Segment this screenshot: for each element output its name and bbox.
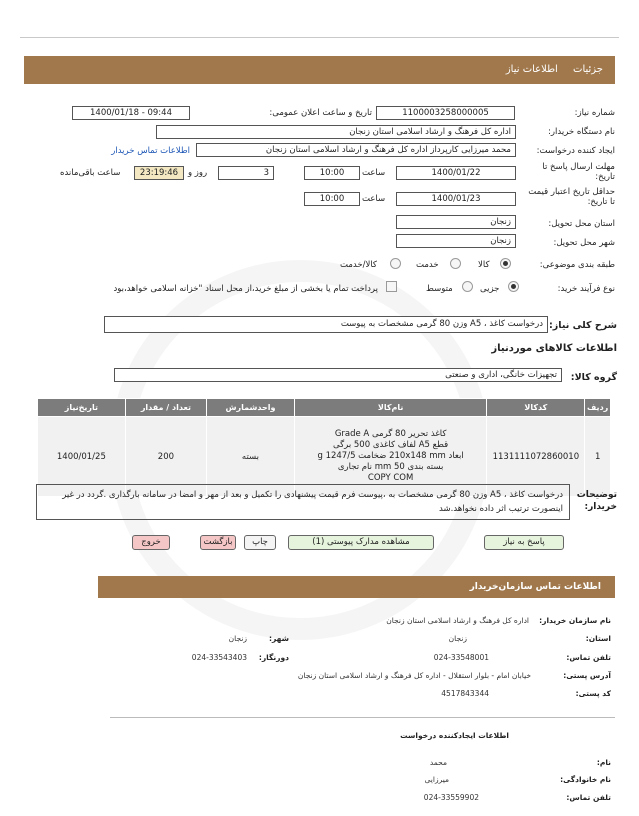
deadline-time-label: ساعت xyxy=(362,168,386,178)
city-field[interactable]: زنجان xyxy=(396,234,516,248)
table-header-row xyxy=(38,399,611,417)
top-divider xyxy=(20,37,619,38)
contact-province-label: استان: xyxy=(585,634,611,643)
category-service-label: خدمت xyxy=(416,260,439,270)
contact-city-label: شهر: xyxy=(269,634,289,643)
payment-checkbox[interactable] xyxy=(386,281,397,292)
category-goods-radio[interactable] xyxy=(500,258,511,269)
buyer-notes-field[interactable]: درخواست کاغذ ، A5 وزن 80 گرمی مشخصات به ،پیوست فرم قیمت پیشنهادی را تکمیل و بعد از مهر و امضا در سامانه بارگذاری .گردد در غیر اینصورت ترتیب اثر داده نخواهد.شد xyxy=(36,484,570,520)
cell-name-line: ابعاد 210x148 mm ضخامت 1247/5 g xyxy=(317,451,464,461)
phone-value: 024-33548001 xyxy=(433,653,489,662)
announce-field[interactable]: 1400/01/18 - 09:44 xyxy=(72,106,190,120)
cell-code: 1131111072860010 xyxy=(487,417,585,497)
process-label: نوع فرآیند خرید: xyxy=(557,284,615,294)
validity-time-field[interactable]: 10:00 xyxy=(304,192,360,206)
cell-name-line: بسته بندی 50 mm نام تجاری xyxy=(337,462,444,472)
days-field[interactable]: 3 xyxy=(218,166,274,180)
page-header xyxy=(24,56,615,84)
summary-label: شرح کلی نیاز: xyxy=(548,320,617,331)
fax-label: دورنگار: xyxy=(258,653,289,662)
deadline-date-field[interactable]: 1400/01/22 xyxy=(396,166,516,180)
cell-index: 1 xyxy=(585,417,611,497)
print-button[interactable]: چاپ xyxy=(244,535,276,550)
org-label: نام سازمان خریدار: xyxy=(539,616,611,625)
buyer-label: نام دستگاه خریدار: xyxy=(548,127,615,137)
phone-label: تلفن تماس: xyxy=(566,653,611,662)
address-label: آدرس پستی: xyxy=(563,671,611,680)
validity-time-label: ساعت xyxy=(362,194,386,204)
province-label: استان محل تحویل: xyxy=(548,219,615,229)
category-service-radio[interactable] xyxy=(450,258,461,269)
process-minor-label: جزیی xyxy=(480,284,500,294)
validity-label: حداقل تاریخ اعتبار قیمت تا تاریخ: xyxy=(528,187,615,207)
buyer-contact-link[interactable]: اطلاعات تماس خریدار xyxy=(111,146,190,156)
group-label: گروه کالا: xyxy=(570,372,617,383)
creator-field[interactable]: محمد میرزایی کارپرداز اداره کل فرهنگ و ارشاد اسلامی استان زنجان xyxy=(196,143,516,157)
cell-qty: 200 xyxy=(125,417,206,497)
group-field[interactable]: تجهیزات خانگی، اداری و صنعتی xyxy=(114,368,562,382)
cell-name-line: کاغذ تحریر 80 گرمی Grade A xyxy=(334,429,447,439)
remaining-label: ساعت باقی‌مانده xyxy=(60,168,121,178)
validity-date-field[interactable]: 1400/01/23 xyxy=(396,192,516,206)
process-medium-label: متوسط xyxy=(426,284,453,294)
deadline-time-field[interactable]: 10:00 xyxy=(304,166,360,180)
exit-button[interactable]: خروج xyxy=(132,535,170,550)
header-details: جزئیات xyxy=(573,64,603,75)
province-field[interactable]: زنجان xyxy=(396,215,516,229)
first-name-value: محمد xyxy=(429,758,447,767)
items-table-wrap xyxy=(37,398,611,497)
category-goods-label: کالا xyxy=(478,260,490,270)
category-both-label: کالا/خدمت xyxy=(340,260,377,270)
cell-unit: بسته xyxy=(207,417,295,497)
col-code: کدکالا xyxy=(487,399,585,417)
payment-note: پرداخت تمام یا بخشی از مبلغ خرید،از محل اسناد "خزانه اسلامی خواهد،بود xyxy=(113,284,378,294)
buyer-notes-label: توضیحات خریدار: xyxy=(576,490,617,512)
process-medium-radio[interactable] xyxy=(462,281,473,292)
city-label: شهر محل تحویل: xyxy=(553,238,615,248)
cell-date: 1400/01/25 xyxy=(38,417,126,497)
header-need-info: اطلاعات نیاز xyxy=(505,64,558,75)
creator-label: ایجاد کننده درخواست: xyxy=(536,146,615,156)
items-table xyxy=(37,398,611,497)
postal-label: کد پستی: xyxy=(575,689,611,698)
category-label: طبقه بندی موضوعی: xyxy=(539,260,615,270)
need-number-field[interactable]: 1100003258000005 xyxy=(376,106,515,120)
postal-value: 4517843344 xyxy=(441,689,489,698)
contact-city-value: زنجان xyxy=(228,634,247,643)
last-name-value: میرزایی xyxy=(424,775,449,784)
fax-value: 024-33543403 xyxy=(191,653,247,662)
days-label: روز و xyxy=(188,168,208,178)
goods-title: اطلاعات کالاهای موردنیاز xyxy=(491,343,617,354)
cell-name-line: قطع A5 لفاف کاغذی 500 برگی xyxy=(333,440,449,450)
contact-province-value: زنجان xyxy=(448,634,467,643)
remaining-time-field: 23:19:46 xyxy=(134,166,184,180)
creator-info-title: اطلاعات ایجادکننده درخواست xyxy=(400,731,509,740)
col-qty: تعداد / مقدار xyxy=(125,399,206,417)
back-button[interactable]: بازگشت xyxy=(200,535,236,550)
buyer-field[interactable]: اداره کل فرهنگ و ارشاد اسلامی استان زنجان xyxy=(156,125,516,139)
contact-header: اطلاعات تماس سازمان‌خریدار xyxy=(98,576,615,598)
col-index: ردیف xyxy=(585,399,611,417)
col-unit: واحدشمارش xyxy=(207,399,295,417)
last-name-label: نام خانوادگی: xyxy=(560,775,611,784)
address-value: خیابان امام - بلوار استقلال - اداره کل فرهنگ و ارشاد اسلامی استان زنجان xyxy=(297,671,531,680)
announce-label: تاریخ و ساعت اعلان عمومی: xyxy=(269,108,372,118)
reply-button[interactable]: پاسخ به نیاز xyxy=(484,535,564,550)
summary-field[interactable]: درخواست کاغذ ، A5 وزن 80 گرمی مشخصات به پیوست xyxy=(104,316,548,333)
contact-divider xyxy=(110,717,615,718)
cell-name-line: COPY COM xyxy=(367,473,414,483)
org-value: اداره کل فرهنگ و ارشاد اسلامی استان زنجان xyxy=(386,616,529,625)
creator-phone-value: 024-33559902 xyxy=(423,793,479,802)
col-date: تاریخ‌نیاز xyxy=(38,399,126,417)
process-minor-radio[interactable] xyxy=(508,281,519,292)
category-both-radio[interactable] xyxy=(390,258,401,269)
deadline-label: مهلت ارسال پاسخ تا تاریخ: xyxy=(542,162,615,182)
col-name: نام‌کالا xyxy=(294,399,487,417)
first-name-label: نام: xyxy=(596,758,611,767)
need-number-label: شماره نیاز: xyxy=(574,108,615,118)
attachments-button[interactable]: مشاهده مدارک پیوستی (1) xyxy=(288,535,434,550)
creator-phone-label: تلفن تماس: xyxy=(566,793,611,802)
